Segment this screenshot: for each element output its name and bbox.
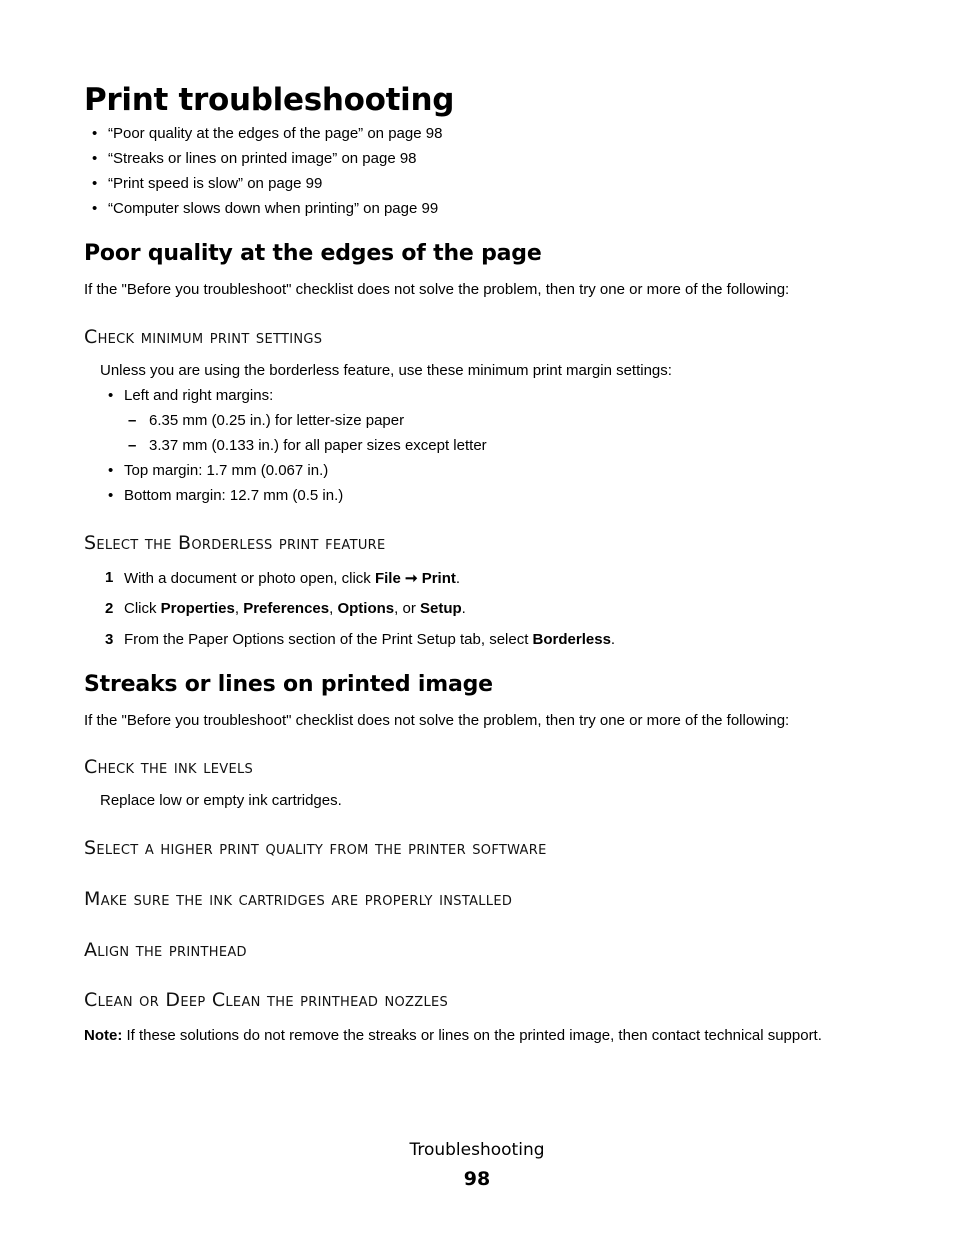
bullet-icon: • <box>92 150 98 167</box>
toc-link-text[interactable]: “Streaks or lines on printed image” on page 98 <box>108 150 417 167</box>
dash-icon: – <box>128 412 137 429</box>
subsection-heading: Make sure the ink cartridges are properly installed <box>84 888 513 910</box>
step-number: 2 <box>105 600 114 617</box>
toc-item[interactable] <box>92 175 323 192</box>
step-item <box>105 600 466 617</box>
list-item-text: Left and right margins: <box>124 387 274 404</box>
list-item-text: Bottom margin: 12.7 mm (0.5 in.) <box>124 487 344 504</box>
bullet-icon: • <box>108 462 114 479</box>
list-item <box>108 462 329 479</box>
section-intro: If the "Before you troubleshoot" checklist does not solve the problem, then try one or more of the following: <box>84 281 790 298</box>
section-heading: Streaks or lines on printed image <box>84 672 493 697</box>
toc-link-text[interactable]: “Computer slows down when printing” on page 99 <box>108 200 439 217</box>
bullet-icon: • <box>92 175 98 192</box>
note-label: Note: <box>84 1027 123 1044</box>
step-text: Click Properties, Preferences, Options, or Setup. <box>124 600 466 617</box>
sub-list-item-text: 6.35 mm (0.25 in.) for letter-size paper <box>149 412 405 429</box>
step-text: With a document or photo open, click File ➞ Print. <box>124 570 461 587</box>
step-number: 1 <box>105 569 114 586</box>
subsection-heading: Clean or Deep Clean the printhead nozzles <box>84 989 449 1011</box>
subsection-heading: Select the Borderless print feature <box>84 532 386 554</box>
toc-item[interactable] <box>92 150 417 167</box>
note-text: If these solutions do not remove the streaks or lines on the printed image, then contact technical support. <box>122 1027 822 1044</box>
list-item-text: Top margin: 1.7 mm (0.067 in.) <box>124 462 329 479</box>
list-item <box>108 387 274 404</box>
sub-list-item <box>128 412 405 429</box>
toc-link-text[interactable]: “Poor quality at the edges of the page” on page 98 <box>108 125 443 142</box>
bullet-icon: • <box>92 125 98 142</box>
step-text: From the Paper Options section of the Print Setup tab, select Borderless. <box>124 631 616 648</box>
subsection-heading: Check the ink levels <box>84 756 254 778</box>
step-item <box>105 569 461 587</box>
section-intro: If the "Before you troubleshoot" checklist does not solve the problem, then try one or more of the following: <box>84 712 790 729</box>
sub-list-item <box>128 437 487 454</box>
toc-link-text[interactable]: “Print speed is slow” on page 99 <box>108 175 323 192</box>
note <box>84 1027 822 1044</box>
list-item <box>108 487 344 504</box>
subsection-intro: Unless you are using the borderless feature, use these minimum print margin settings: <box>100 362 672 379</box>
page-number: 98 <box>463 1168 491 1190</box>
bullet-icon: • <box>92 200 98 217</box>
section-heading: Poor quality at the edges of the page <box>84 241 542 266</box>
page-title: Print troubleshooting <box>84 82 455 118</box>
subsection-heading: Align the printhead <box>84 939 247 961</box>
toc-item[interactable] <box>92 200 439 217</box>
toc-item[interactable] <box>92 125 443 142</box>
subsection-text: Replace low or empty ink cartridges. <box>100 792 342 809</box>
bullet-icon: • <box>108 487 114 504</box>
sub-list-item-text: 3.37 mm (0.133 in.) for all paper sizes except letter <box>149 437 487 454</box>
bullet-icon: • <box>108 387 114 404</box>
subsection-heading: Select a higher print quality from the printer software <box>84 837 547 859</box>
dash-icon: – <box>128 437 137 454</box>
step-item <box>105 631 616 648</box>
subsection-heading: Check minimum print settings <box>84 326 323 348</box>
footer-section-name: Troubleshooting <box>409 1140 545 1160</box>
step-number: 3 <box>105 631 114 648</box>
